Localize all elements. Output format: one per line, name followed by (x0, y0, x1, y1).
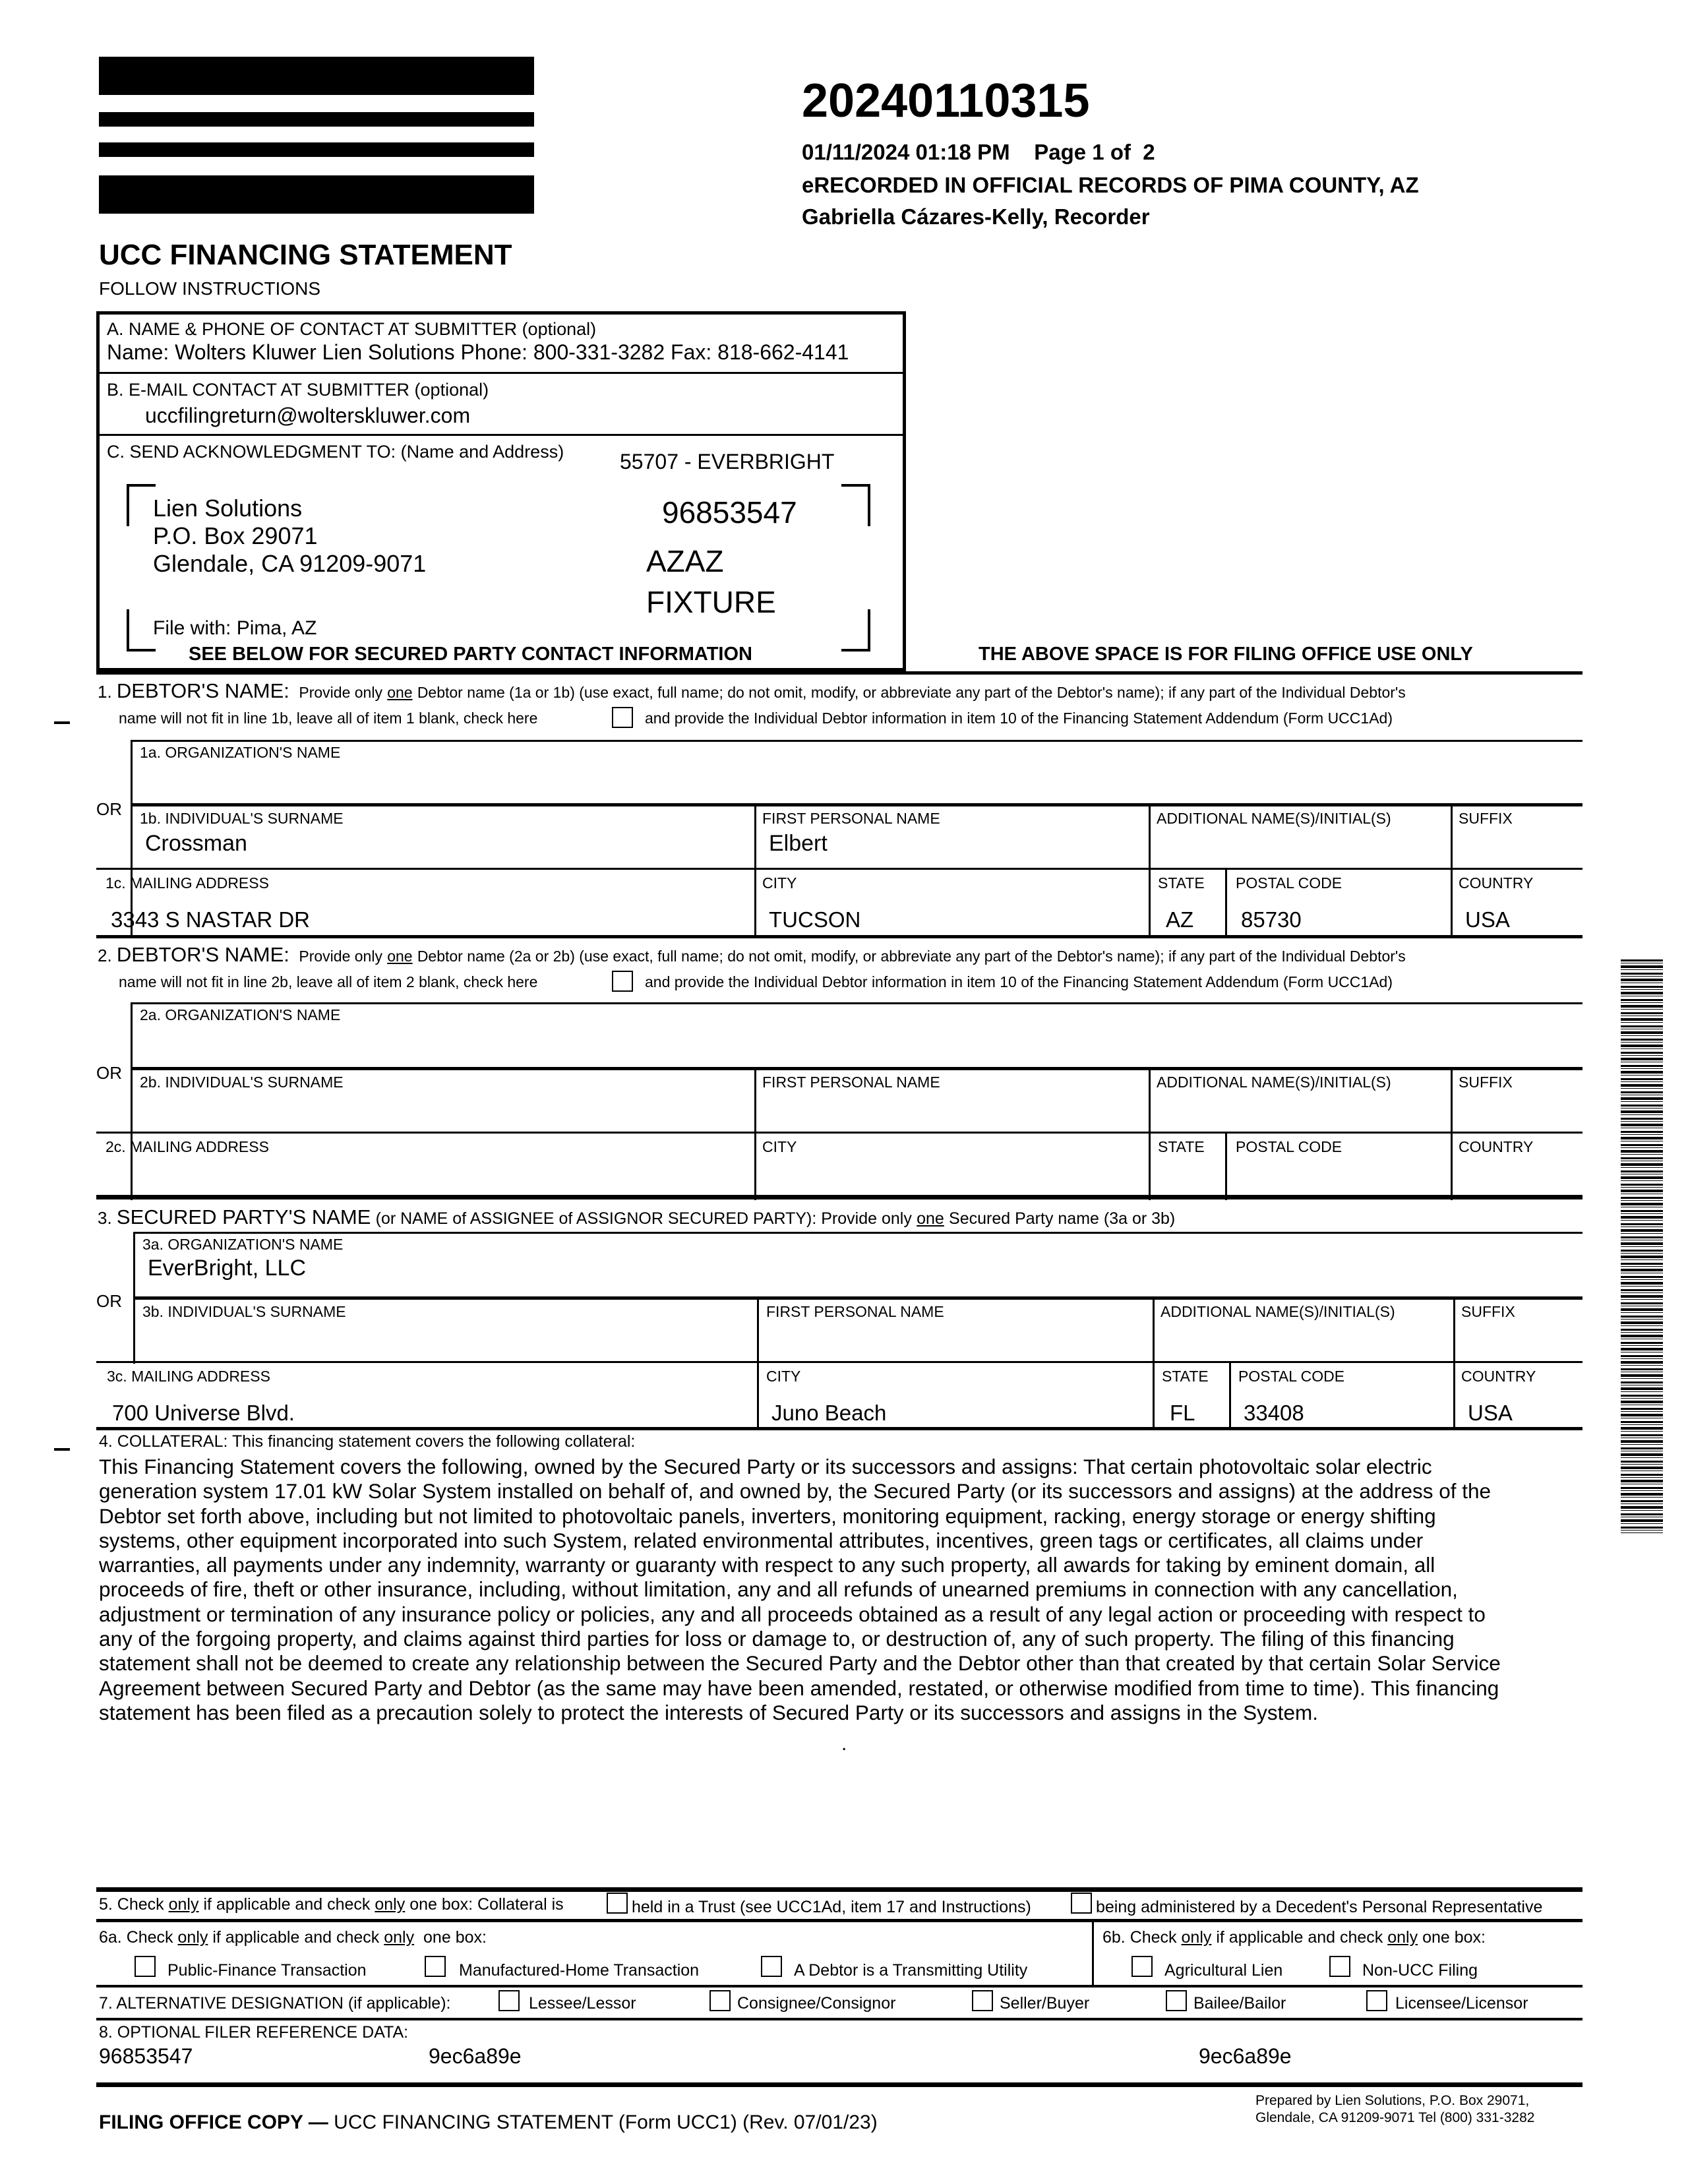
debtor1-org-label: 1a. ORGANIZATION'S NAME (140, 744, 341, 761)
debtor2-postal-label: POSTAL CODE (1236, 1138, 1342, 1155)
debtor2-instr-b: Debtor name (2a or 2b) (use exact, full name; do not omit, modify, or abbreviate any part of the Debtor's name); if any part of the Individual Debtor's (417, 948, 1406, 965)
debtor2-instr-d: and provide the Individual Debtor information in item 10 of the Financing Statement Addendum (Form UCC1Ad) (645, 973, 1393, 990)
secured-addl-label: ADDITIONAL NAME(S)/INITIAL(S) (1160, 1303, 1395, 1320)
debtor1-country-label: COUNTRY (1459, 874, 1534, 892)
secured-instr-one: one (917, 1209, 944, 1228)
secured-surname-label: 3b. INDIVIDUAL'S SURNAME (142, 1303, 346, 1320)
recorder-name: Gabriella Cázares-Kelly, Recorder (802, 204, 1150, 229)
ack-address-line-3: Glendale, CA 91209-9071 (153, 550, 427, 577)
debtor1-mail: 3343 S NASTAR DR (111, 907, 310, 932)
debtor1-state: AZ (1166, 907, 1194, 932)
col-rule (1149, 1068, 1151, 1200)
secured-first-label: FIRST PERSONAL NAME (766, 1303, 944, 1320)
item6a-text (99, 1928, 487, 1947)
row-rule (96, 868, 1582, 870)
item5-c: one box: Collateral is (409, 1895, 564, 1914)
collateral-label: 4. COLLATERAL: This financing statement covers the following collateral: (99, 1432, 636, 1451)
ack-reference-state: AZAZ (646, 544, 724, 578)
acknowledgment-label: C. SEND ACKNOWLEDGMENT TO: (Name and Address) (107, 442, 564, 462)
bailee-bailor-label: Bailee/Bailor (1193, 1994, 1286, 2013)
non-ucc-filing-checkbox[interactable] (1329, 1956, 1350, 1977)
recorded-line: eRECORDED IN OFFICIAL RECORDS OF PIMA COUNTY, AZ (802, 173, 1419, 197)
submitter-email-value: uccfilingreturn@wolterskluwer.com (145, 404, 471, 427)
secured-instr-a: (or NAME of ASSIGNEE of ASSIGNOR SECURED PARTY): Provide only (375, 1209, 912, 1228)
item5-a: 5. Check (99, 1895, 164, 1914)
debtor2-surname-label: 2b. INDIVIDUAL'S SURNAME (140, 1074, 344, 1091)
section-rule (96, 671, 1582, 675)
secured-country-label: COUNTRY (1461, 1368, 1536, 1385)
barcode (1621, 959, 1663, 1533)
acknowledgment-code: 55707 - EVERBRIGHT (620, 450, 835, 473)
secured-city-label: CITY (766, 1368, 801, 1385)
row-rule (96, 1132, 1582, 1134)
item7-label: 7. ALTERNATIVE DESIGNATION (if applicable): (99, 1994, 451, 2013)
recording-datetime: 01/11/2024 01:18 PM Page 1 of 2 (802, 140, 1155, 164)
logo-bar-2 (99, 112, 534, 127)
collateral-line: Debtor set forth above, including but not limited to photovoltaic panels, inverters, monitoring equipment, racking, energy storage or energy shifting (99, 1503, 1436, 1528)
item8-value-3: 9ec6a89e (1199, 2044, 1292, 2068)
item5-only1: only (168, 1895, 199, 1914)
filing-office-note: THE ABOVE SPACE IS FOR FILING OFFICE USE ONLY (979, 644, 1473, 665)
collateral-line: generation system 17.01 kW Solar System installed on behalf of, and owned by, the Secured Party (or its successors and assigns) at the address of the (99, 1479, 1492, 1503)
debtor1-first-label: FIRST PERSONAL NAME (762, 810, 940, 827)
divider (99, 434, 905, 436)
col-rule (1451, 1068, 1453, 1200)
manufactured-home-checkbox[interactable] (425, 1956, 446, 1977)
ack-reference-type: FIXTURE (646, 585, 776, 619)
debtor1-individual-checkbox[interactable] (612, 707, 633, 728)
col-rule (1225, 1133, 1227, 1200)
debtor2-heading (98, 943, 1406, 967)
debtor1-mail-label: 1c. MAILING ADDRESS (106, 874, 269, 892)
col-rule (1153, 1298, 1155, 1430)
debtor1-addl-label: ADDITIONAL NAME(S)/INITIAL(S) (1157, 810, 1391, 827)
secured-mail-label: 3c. MAILING ADDRESS (107, 1368, 270, 1385)
row-rule (131, 740, 1582, 742)
secured-postal-label: POSTAL CODE (1238, 1368, 1345, 1385)
row-rule (131, 1002, 1582, 1004)
secured-mail: 700 Universe Blvd. (112, 1401, 295, 1425)
debtor2-country-label: COUNTRY (1459, 1138, 1534, 1155)
item6a-only1: only (177, 1928, 208, 1947)
debtor1-postal-label: POSTAL CODE (1236, 874, 1342, 892)
debtor2-org-label: 2a. ORGANIZATION'S NAME (140, 1006, 341, 1023)
transmitting-utility-checkbox[interactable] (761, 1956, 782, 1977)
collateral-text (99, 1455, 1501, 1725)
collateral-line: proceeds of fire, theft or other insurance, including, without limitation, any and all refunds of unearned premiums in connection with any cancellation, (99, 1577, 1458, 1602)
debtor2-suffix-label: SUFFIX (1459, 1074, 1513, 1091)
secured-postal: 33408 (1244, 1401, 1304, 1425)
logo-bar-4 (99, 175, 534, 214)
item8-value-2: 9ec6a89e (429, 2044, 522, 2068)
item8-value-1: 96853547 (99, 2044, 193, 2068)
collateral-line: warranties, all payments under any indemnity, warranty or guaranty with respect to any such property, all awards for taking by eminent domain, all (99, 1553, 1435, 1577)
item5-only2: only (375, 1895, 406, 1914)
debtor2-instr-one: one (387, 948, 413, 965)
agricultural-lien-checkbox[interactable] (1131, 1956, 1153, 1977)
footer-prepared-2: Glendale, CA 91209-9071 Tel (800) 331-3282 (1255, 2110, 1535, 2125)
secured-or: OR (96, 1291, 122, 1311)
submitter-contact-value: Name: Wolters Kluwer Lien Solutions Phone: 800-331-3282 Fax: 818-662-4141 (107, 340, 849, 364)
debtor1-instr-one: one (387, 684, 413, 701)
item5-decedent-checkbox[interactable] (1071, 1893, 1092, 1914)
bailee-bailor-checkbox[interactable] (1166, 1990, 1187, 2011)
row-rule (133, 1232, 1582, 1234)
lessee-lessor-label: Lessee/Lessor (529, 1994, 636, 2013)
col-rule (1092, 1920, 1094, 1986)
item5-trust-label: held in a Trust (see UCC1Ad, item 17 and Instructions) (632, 1898, 1031, 1916)
debtor2-number: 2. (98, 946, 112, 965)
licensee-licensor-label: Licensee/Licensor (1395, 1994, 1528, 2013)
debtor2-individual-checkbox[interactable] (612, 971, 633, 992)
debtor1-title: DEBTOR'S NAME: (116, 679, 289, 702)
col-rule (1225, 869, 1227, 936)
debtor2-first-label: FIRST PERSONAL NAME (762, 1074, 940, 1091)
manufactured-home-label: Manufactured-Home Transaction (459, 1961, 700, 1980)
row-rule (131, 803, 1582, 806)
debtor1-heading (98, 679, 1406, 703)
section-rule (96, 2082, 1582, 2087)
secured-state: FL (1170, 1401, 1195, 1425)
submitter-contact-label: A. NAME & PHONE OF CONTACT AT SUBMITTER (optional) (107, 319, 597, 339)
item6b-c: one box: (1422, 1928, 1486, 1947)
debtor1-instr-a: Provide only (299, 684, 382, 701)
seller-buyer-label: Seller/Buyer (1000, 1994, 1090, 2013)
form-subtitle: FOLLOW INSTRUCTIONS (99, 278, 321, 299)
corner-mark (841, 609, 870, 652)
row-rule (131, 1067, 1582, 1070)
secured-state-label: STATE (1162, 1368, 1209, 1385)
debtor1-suffix-label: SUFFIX (1459, 810, 1513, 827)
section-rule (96, 1985, 1582, 1987)
debtor1-or: OR (96, 799, 122, 819)
debtor1-postal: 85730 (1241, 907, 1302, 932)
item5-trust-checkbox[interactable] (607, 1893, 628, 1914)
ack-address-line-1: Lien Solutions (153, 495, 303, 522)
logo-bar-1 (99, 57, 534, 95)
collateral-line: systems, other equipment incorporated into such System, related environmental attributes, incentives, green tags or certificates, all claims under (99, 1528, 1424, 1552)
secured-org-label: 3a. ORGANIZATION'S NAME (142, 1236, 344, 1253)
file-with: File with: Pima, AZ (153, 617, 317, 639)
public-finance-label: Public-Finance Transaction (167, 1961, 367, 1980)
row-rule (133, 1296, 1582, 1300)
footer-form-line (99, 2111, 878, 2134)
debtor2-instr-a: Provide only (299, 948, 382, 965)
item5-decedent-label: being administered by a Decedent's Personal Representative (1096, 1898, 1543, 1916)
form-title: UCC FINANCING STATEMENT (99, 239, 512, 271)
col-rule (1453, 1298, 1455, 1430)
seller-buyer-checkbox[interactable] (972, 1990, 993, 2011)
secured-suffix-label: SUFFIX (1461, 1303, 1515, 1320)
debtor2-or: OR (96, 1063, 122, 1083)
debtor1-instr-c: name will not fit in line 1b, leave all of item 1 blank, check here (119, 710, 538, 727)
secured-org: EverBright, LLC (148, 1256, 306, 1281)
debtor2-state-label: STATE (1158, 1138, 1205, 1155)
collateral-dot: . (841, 1733, 847, 1755)
footer-form: UCC FINANCING STATEMENT (Form UCC1) (Rev. 07/01/23) (334, 2111, 878, 2133)
debtor1-number: 1. (98, 682, 112, 702)
transmitting-utility-label: A Debtor is a Transmitting Utility (794, 1961, 1028, 1980)
secured-number: 3. (98, 1208, 112, 1228)
collateral-line: adjustment or termination of any insurance policy or policies, any and all proceeds obtained as a result of any legal action or proceeding with respect to (99, 1602, 1486, 1626)
item6b-a: 6b. Check (1102, 1928, 1177, 1947)
divider (99, 372, 905, 374)
debtor1-city-label: CITY (762, 874, 797, 892)
corner-mark (841, 484, 870, 526)
ack-address-line-2: P.O. Box 29071 (153, 522, 318, 549)
section-rule (96, 1887, 1582, 1892)
secured-instr-b: Secured Party name (3a or 3b) (949, 1209, 1176, 1228)
secured-heading (98, 1205, 1175, 1229)
document-number: 20240110315 (802, 75, 1090, 127)
logo-bar-3 (99, 142, 534, 157)
licensee-licensor-checkbox[interactable] (1366, 1990, 1387, 2011)
debtor1-first: Elbert (769, 831, 828, 856)
agricultural-lien-label: Agricultural Lien (1164, 1961, 1283, 1980)
section-rule (96, 935, 1582, 938)
collateral-line: statement has been filed as a precaution solely to protect the interests of Secured Party or its successors and assigns in the System. (99, 1700, 1318, 1724)
item6a-a: 6a. Check (99, 1928, 173, 1947)
debtor2-city-label: CITY (762, 1138, 797, 1155)
non-ucc-filing-label: Non-UCC Filing (1362, 1961, 1478, 1980)
margin-tick (54, 721, 70, 724)
col-rule (1229, 1362, 1231, 1430)
col-rule (1149, 804, 1151, 936)
item6a-only2: only (384, 1928, 415, 1947)
row-rule (96, 1361, 1582, 1363)
col-rule (754, 804, 756, 936)
corner-mark (127, 609, 156, 652)
section-rule (96, 1919, 1582, 1922)
col-rule (754, 1068, 756, 1200)
item6a-b: if applicable and check (212, 1928, 380, 1947)
item6b-only2: only (1387, 1928, 1418, 1947)
margin-tick (54, 1448, 70, 1451)
consignee-consignor-label: Consignee/Consignor (737, 1994, 896, 2013)
public-finance-checkbox[interactable] (135, 1956, 156, 1977)
collateral-line: Agreement between Secured Party and Debtor (as the same may have been amended, restated, or otherwise modified from time to time). This financing (99, 1676, 1499, 1700)
item6b-text (1102, 1928, 1486, 1947)
collateral-line: This Financing Statement covers the following, owned by the Secured Party or its successors and assigns: That certain photovoltaic solar electric (99, 1455, 1432, 1478)
corner-mark (127, 484, 156, 526)
debtor2-title: DEBTOR'S NAME: (116, 943, 289, 966)
debtor1-state-label: STATE (1158, 874, 1205, 892)
debtor1-country: USA (1465, 907, 1510, 932)
secured-title: SECURED PARTY'S NAME (116, 1205, 371, 1228)
item6b-b: if applicable and check (1216, 1928, 1383, 1947)
see-below-note: SEE BELOW FOR SECURED PARTY CONTACT INFORMATION (189, 644, 752, 665)
item6b-only1: only (1181, 1928, 1212, 1947)
section-rule (96, 1195, 1582, 1199)
consignee-consignor-checkbox[interactable] (709, 1990, 731, 2011)
debtor1-surname: Crossman (145, 831, 247, 856)
secured-city: Juno Beach (771, 1401, 887, 1425)
section-rule (96, 2018, 1582, 2020)
collateral-line: any of the forgoing property, and claims against third parties for loss or damage to, or destruction of, any of such property. The filing of this financing (99, 1627, 1455, 1651)
item5-text (99, 1895, 564, 1914)
debtor1-instr-b: Debtor name (1a or 1b) (use exact, full name; do not omit, modify, or abbreviate any part of the Debtor's name); if any part of the Individual Debtor's (417, 684, 1406, 701)
ack-reference-number: 96853547 (662, 495, 797, 530)
debtor1-instr-d: and provide the Individual Debtor information in item 10 of the Financing Statement Addendum (Form UCC1Ad) (645, 710, 1393, 727)
item5-b: if applicable and check (203, 1895, 371, 1914)
submitter-email-label: B. E-MAIL CONTACT AT SUBMITTER (optional) (107, 380, 489, 400)
col-rule (1451, 804, 1453, 936)
item6a-c: one box: (423, 1928, 487, 1947)
footer-prepared-1: Prepared by Lien Solutions, P.O. Box 29071, (1255, 2093, 1530, 2108)
item8-label: 8. OPTIONAL FILER REFERENCE DATA: (99, 2023, 409, 2042)
section-rule (96, 1427, 1582, 1430)
col-rule (757, 1298, 759, 1430)
col-rule (131, 1002, 133, 1200)
debtor1-surname-label: 1b. INDIVIDUAL'S SURNAME (140, 810, 344, 827)
debtor2-addl-label: ADDITIONAL NAME(S)/INITIAL(S) (1157, 1074, 1391, 1091)
secured-country: USA (1468, 1401, 1513, 1425)
debtor1-city: TUCSON (769, 907, 861, 932)
debtor2-mail-label: 2c. MAILING ADDRESS (106, 1138, 269, 1155)
lessee-lessor-checkbox[interactable] (498, 1990, 520, 2011)
debtor2-instr-c: name will not fit in line 2b, leave all of item 2 blank, check here (119, 973, 538, 990)
collateral-line: statement shall not be deemed to create any relationship between the Secured Party and the Debtor other than that created by that certain Solar Service (99, 1651, 1501, 1676)
footer-copy: FILING OFFICE COPY — (99, 2111, 328, 2133)
